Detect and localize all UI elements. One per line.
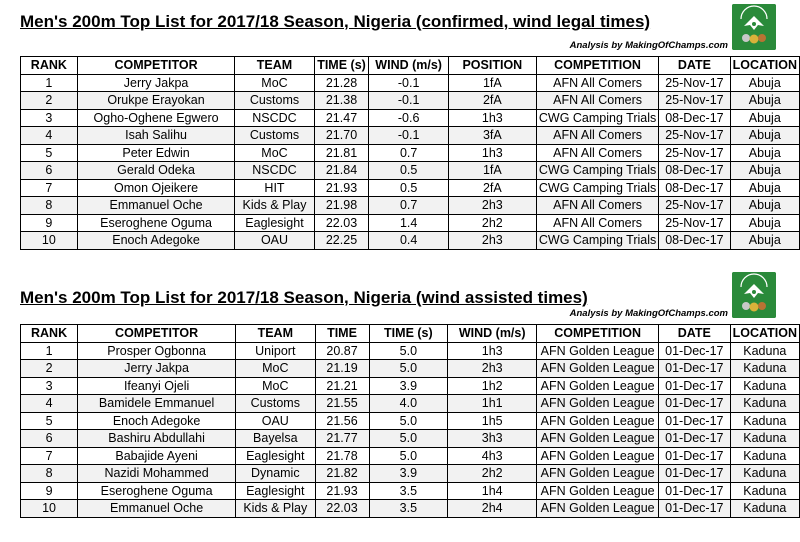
table-cell: 25-Nov-17: [659, 127, 730, 145]
table-cell: Bamidele Emmanuel: [78, 395, 236, 413]
legal-times-table: [20, 56, 800, 250]
table-row: [21, 232, 800, 250]
table-cell: Orukpe Erayokan: [77, 92, 235, 110]
table-cell: 4: [21, 127, 78, 145]
table-cell: Kaduna: [730, 412, 799, 430]
table-cell: AFN Golden League: [537, 430, 659, 448]
table-cell: Customs: [236, 395, 315, 413]
table-cell: 0.5: [369, 179, 448, 197]
table-cell: Eseroghene Oguma: [77, 214, 235, 232]
table-row: [21, 92, 800, 110]
table-cell: Isah Salihu: [77, 127, 235, 145]
column-header: DATE: [659, 325, 731, 343]
table-cell: 8: [21, 197, 78, 215]
table-row: [21, 465, 800, 483]
table-cell: 3: [21, 377, 78, 395]
table-row: [21, 482, 800, 500]
column-header: LOCATION: [730, 325, 799, 343]
table-cell: 08-Dec-17: [659, 109, 730, 127]
table-cell: 2: [21, 360, 78, 378]
table-cell: 7: [21, 447, 78, 465]
table-row: [21, 127, 800, 145]
table-cell: 3.5: [369, 500, 448, 518]
table-cell: Ifeanyi Ojeli: [78, 377, 236, 395]
table-cell: 0.5: [369, 162, 448, 180]
table-cell: Jerry Jakpa: [78, 360, 236, 378]
table-cell: 1h2: [448, 377, 537, 395]
table-cell: MoC: [236, 360, 315, 378]
table-cell: AFN Golden League: [537, 395, 659, 413]
table-cell: Emmanuel Oche: [77, 197, 235, 215]
table-cell: 4: [21, 395, 78, 413]
table-row: [21, 342, 800, 360]
table-cell: Abuja: [730, 127, 799, 145]
table-cell: HIT: [235, 179, 314, 197]
table-cell: 10: [21, 500, 78, 518]
table-cell: 5.0: [369, 430, 448, 448]
table-cell: 1h5: [448, 412, 537, 430]
table-cell: Abuja: [730, 214, 799, 232]
column-header: RANK: [21, 325, 78, 343]
makingofchamps-logo: [732, 4, 776, 50]
table-cell: Abuja: [730, 144, 799, 162]
table-row: [21, 412, 800, 430]
table-row: [21, 500, 800, 518]
table-cell: 0.7: [369, 197, 448, 215]
table-cell: 25-Nov-17: [659, 74, 730, 92]
table-cell: AFN Golden League: [537, 360, 659, 378]
table-cell: 20.87: [315, 342, 369, 360]
table-cell: 01-Dec-17: [659, 447, 731, 465]
table-cell: MoC: [235, 74, 314, 92]
table-row: [21, 74, 800, 92]
table-cell: CWG Camping Trials: [536, 109, 658, 127]
column-header: TIME: [315, 325, 369, 343]
table-cell: 22.03: [315, 500, 369, 518]
table-cell: -0.1: [369, 127, 448, 145]
table-row: [21, 144, 800, 162]
table-cell: AFN Golden League: [537, 465, 659, 483]
table-cell: -0.1: [369, 74, 448, 92]
assisted-list-title: Men's 200m Top List for 2017/18 Season, Nigeria (wind assisted times): [20, 288, 588, 307]
table-cell: Dynamic: [236, 465, 315, 483]
legal-credit: Analysis by MakingOfChamps.com: [569, 40, 728, 51]
table-cell: 21.78: [315, 447, 369, 465]
table-cell: Customs: [235, 127, 314, 145]
table-cell: 3fA: [448, 127, 536, 145]
table-cell: 1.4: [369, 214, 448, 232]
column-header: TEAM: [236, 325, 315, 343]
table-cell: 21.84: [314, 162, 369, 180]
table-cell: Kids & Play: [235, 197, 314, 215]
table-cell: Abuja: [730, 197, 799, 215]
table-cell: Prosper Ogbonna: [78, 342, 236, 360]
table-cell: Kaduna: [730, 447, 799, 465]
table-row: [21, 377, 800, 395]
table-cell: 1fA: [448, 162, 536, 180]
column-header: RANK: [21, 57, 78, 75]
table-cell: 21.28: [314, 74, 369, 92]
table-cell: 2h4: [448, 500, 537, 518]
column-header: POSITION: [448, 57, 536, 75]
table-cell: Kaduna: [730, 482, 799, 500]
table-cell: 2h2: [448, 214, 536, 232]
table-cell: NSCDC: [235, 109, 314, 127]
table-cell: 21.21: [315, 377, 369, 395]
table-cell: 2h2: [448, 465, 537, 483]
table-cell: 01-Dec-17: [659, 482, 731, 500]
table-cell: Abuja: [730, 92, 799, 110]
table-cell: OAU: [236, 412, 315, 430]
table-row: [21, 447, 800, 465]
column-header: COMPETITOR: [77, 57, 235, 75]
table-cell: OAU: [235, 232, 314, 250]
column-header: DATE: [659, 57, 730, 75]
table-cell: 21.19: [315, 360, 369, 378]
assisted-times-table: [20, 324, 800, 518]
table-cell: 21.93: [315, 482, 369, 500]
table-cell: AFN Golden League: [537, 447, 659, 465]
table-cell: 2fA: [448, 179, 536, 197]
table-cell: Abuja: [730, 232, 799, 250]
table-cell: Bashiru Abdullahi: [78, 430, 236, 448]
table-row: [21, 109, 800, 127]
table-cell: 9: [21, 482, 78, 500]
table-cell: Eseroghene Oguma: [78, 482, 236, 500]
table-cell: 1: [21, 342, 78, 360]
table-cell: Abuja: [730, 74, 799, 92]
table-cell: Kaduna: [730, 500, 799, 518]
table-cell: Babajide Ayeni: [78, 447, 236, 465]
table-cell: Enoch Adegoke: [78, 412, 236, 430]
table-cell: 1fA: [448, 74, 536, 92]
table-cell: 6: [21, 162, 78, 180]
table-cell: 4h3: [448, 447, 537, 465]
table-cell: 21.93: [314, 179, 369, 197]
table-cell: Peter Edwin: [77, 144, 235, 162]
table-cell: Abuja: [730, 162, 799, 180]
table-cell: Ogho-Oghene Egwero: [77, 109, 235, 127]
table-cell: 01-Dec-17: [659, 465, 731, 483]
table-row: [21, 430, 800, 448]
table-cell: 5: [21, 412, 78, 430]
table-cell: Kids & Play: [236, 500, 315, 518]
table-row: [21, 395, 800, 413]
table-cell: 21.81: [314, 144, 369, 162]
table-cell: Omon Ojeikere: [77, 179, 235, 197]
table-cell: 6: [21, 430, 78, 448]
table-cell: Nazidi Mohammed: [78, 465, 236, 483]
table-cell: 5: [21, 144, 78, 162]
table-cell: 2: [21, 92, 78, 110]
table-cell: AFN All Comers: [536, 144, 658, 162]
table-cell: 5.0: [369, 447, 448, 465]
table-cell: 21.38: [314, 92, 369, 110]
column-header: TIME (s): [314, 57, 369, 75]
table-cell: AFN Golden League: [537, 412, 659, 430]
table-cell: 08-Dec-17: [659, 232, 730, 250]
table-row: [21, 179, 800, 197]
table-cell: AFN All Comers: [536, 92, 658, 110]
column-header: COMPETITION: [536, 57, 658, 75]
table-cell: 5.0: [369, 360, 448, 378]
table-cell: 3h3: [448, 430, 537, 448]
table-cell: 8: [21, 465, 78, 483]
table-cell: Eaglesight: [236, 482, 315, 500]
table-cell: 3.9: [369, 465, 448, 483]
table-cell: 01-Dec-17: [659, 360, 731, 378]
makingofchamps-logo: [732, 272, 776, 318]
table-row: [21, 214, 800, 232]
column-header: TIME (s): [369, 325, 448, 343]
table-cell: 4.0: [369, 395, 448, 413]
table-cell: AFN Golden League: [537, 377, 659, 395]
table-cell: Emmanuel Oche: [78, 500, 236, 518]
table-cell: 01-Dec-17: [659, 342, 731, 360]
table-cell: 5.0: [369, 342, 448, 360]
table-cell: 25-Nov-17: [659, 214, 730, 232]
table-cell: NSCDC: [235, 162, 314, 180]
table-cell: Customs: [235, 92, 314, 110]
table-cell: 2h3: [448, 232, 536, 250]
table-cell: Kaduna: [730, 430, 799, 448]
table-cell: 1h3: [448, 109, 536, 127]
table-cell: 1: [21, 74, 78, 92]
table-cell: 08-Dec-17: [659, 162, 730, 180]
table-cell: Kaduna: [730, 377, 799, 395]
table-cell: Enoch Adegoke: [77, 232, 235, 250]
table-cell: 2h3: [448, 360, 537, 378]
table-cell: AFN Golden League: [537, 500, 659, 518]
table-cell: 01-Dec-17: [659, 377, 731, 395]
table-cell: AFN Golden League: [537, 482, 659, 500]
column-header: WIND (m/s): [369, 57, 448, 75]
table-cell: 01-Dec-17: [659, 430, 731, 448]
column-header: COMPETITOR: [78, 325, 236, 343]
table-cell: 25-Nov-17: [659, 92, 730, 110]
table-cell: 3.9: [369, 377, 448, 395]
table-cell: 2fA: [448, 92, 536, 110]
table-cell: Abuja: [730, 179, 799, 197]
table-cell: AFN All Comers: [536, 197, 658, 215]
table-cell: 1h1: [448, 395, 537, 413]
table-cell: 21.77: [315, 430, 369, 448]
table-cell: Eaglesight: [236, 447, 315, 465]
legal-list-title: Men's 200m Top List for 2017/18 Season, Nigeria (confirmed, wind legal times): [20, 12, 651, 31]
table-cell: 21.56: [315, 412, 369, 430]
table-cell: Jerry Jakpa: [77, 74, 235, 92]
table-cell: -0.1: [369, 92, 448, 110]
table-cell: AFN All Comers: [536, 74, 658, 92]
table-cell: 01-Dec-17: [659, 412, 731, 430]
column-header: WIND (m/s): [448, 325, 537, 343]
table-cell: Kaduna: [730, 342, 799, 360]
table-cell: 1h3: [448, 342, 537, 360]
table-cell: 01-Dec-17: [659, 500, 731, 518]
table-cell: 22.03: [314, 214, 369, 232]
assisted-credit: Analysis by MakingOfChamps.com: [569, 308, 728, 319]
table-cell: 21.55: [315, 395, 369, 413]
column-header: COMPETITION: [537, 325, 659, 343]
table-cell: 08-Dec-17: [659, 179, 730, 197]
table-cell: 1h4: [448, 482, 537, 500]
table-cell: 0.4: [369, 232, 448, 250]
table-cell: CWG Camping Trials: [536, 162, 658, 180]
table-cell: AFN All Comers: [536, 214, 658, 232]
table-cell: Gerald Odeka: [77, 162, 235, 180]
table-cell: MoC: [236, 377, 315, 395]
table-cell: 10: [21, 232, 78, 250]
table-cell: Abuja: [730, 109, 799, 127]
column-header: TEAM: [235, 57, 314, 75]
table-cell: 21.47: [314, 109, 369, 127]
table-cell: 1h3: [448, 144, 536, 162]
table-cell: 21.82: [315, 465, 369, 483]
table-cell: Uniport: [236, 342, 315, 360]
table-cell: 21.70: [314, 127, 369, 145]
table-cell: AFN All Comers: [536, 127, 658, 145]
table-cell: 25-Nov-17: [659, 197, 730, 215]
table-cell: 22.25: [314, 232, 369, 250]
table-cell: 5.0: [369, 412, 448, 430]
table-cell: 3: [21, 109, 78, 127]
table-cell: -0.6: [369, 109, 448, 127]
table-cell: Kaduna: [730, 465, 799, 483]
table-cell: 7: [21, 179, 78, 197]
table-cell: 25-Nov-17: [659, 144, 730, 162]
table-row: [21, 197, 800, 215]
table-cell: Kaduna: [730, 360, 799, 378]
table-cell: 21.98: [314, 197, 369, 215]
table-cell: AFN Golden League: [537, 342, 659, 360]
table-cell: Bayelsa: [236, 430, 315, 448]
table-cell: CWG Camping Trials: [536, 179, 658, 197]
table-cell: Kaduna: [730, 395, 799, 413]
table-cell: 2h3: [448, 197, 536, 215]
table-cell: 3.5: [369, 482, 448, 500]
table-row: [21, 360, 800, 378]
table-cell: 01-Dec-17: [659, 395, 731, 413]
table-cell: Eaglesight: [235, 214, 314, 232]
column-header: LOCATION: [730, 57, 799, 75]
table-cell: CWG Camping Trials: [536, 232, 658, 250]
table-cell: 9: [21, 214, 78, 232]
table-row: [21, 162, 800, 180]
table-cell: MoC: [235, 144, 314, 162]
table-cell: 0.7: [369, 144, 448, 162]
